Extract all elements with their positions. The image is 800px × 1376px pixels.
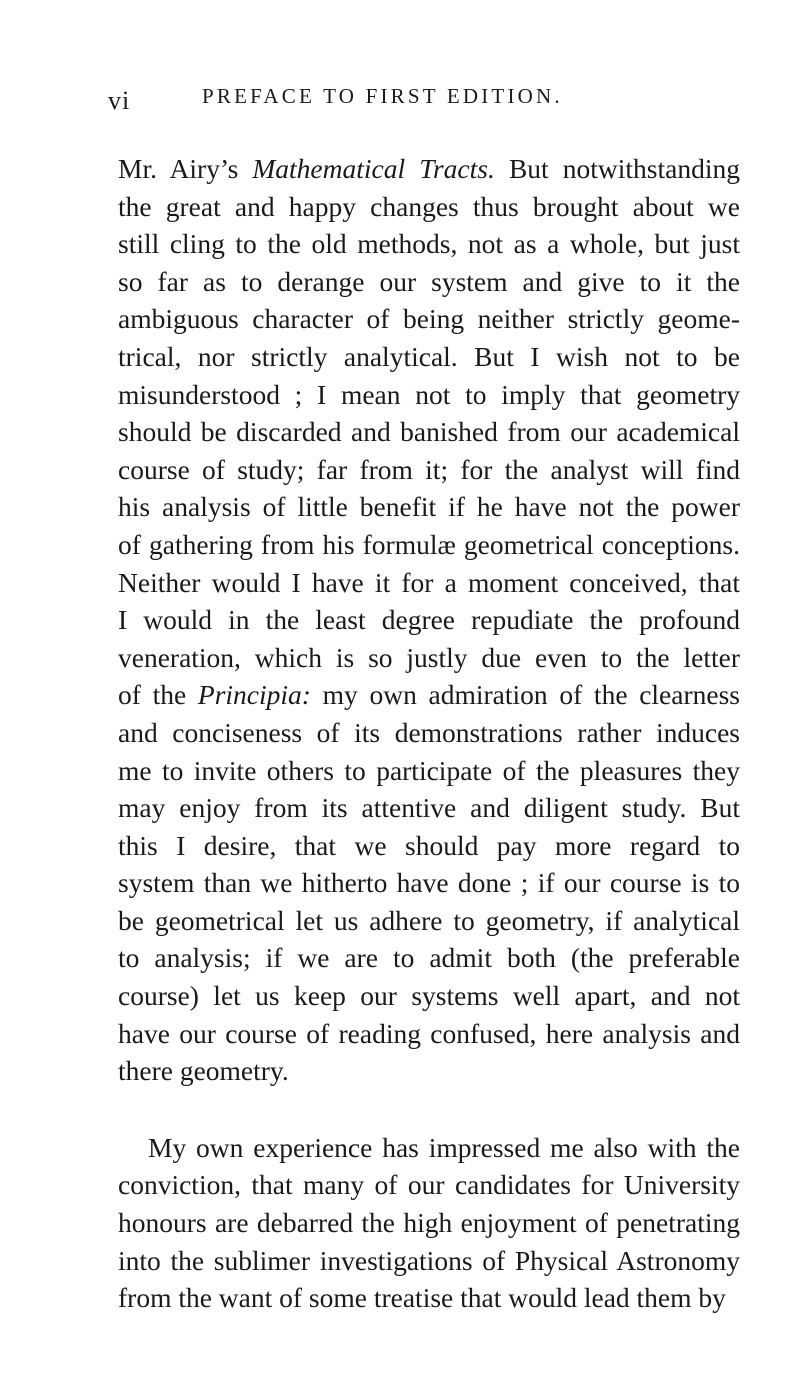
text-run: course of study; far from it; for the analyst will find xyxy=(118,453,740,485)
text-run: may enjoy from its attentive and diligent study. But xyxy=(118,792,740,824)
italic-title: Principia: xyxy=(197,679,311,711)
text-line xyxy=(118,601,740,639)
text-line xyxy=(118,338,740,376)
paragraph-gap xyxy=(118,1090,740,1129)
text-line xyxy=(118,451,740,489)
body-text xyxy=(118,150,740,1317)
text-run: be geometrical let us adhere to geometry, if analytical xyxy=(118,904,740,936)
page-number: vi xyxy=(108,86,131,115)
text-run: my own admiration of the clearness xyxy=(310,679,740,711)
text-line xyxy=(118,1204,740,1242)
text-run: I would in the least degree repudiate the profound xyxy=(118,604,740,636)
text-run: veneration, which is so justly due even to the letter xyxy=(118,641,740,673)
text-line xyxy=(118,752,740,790)
text-line xyxy=(118,1015,740,1053)
text-run: still cling to the old methods, not as a whole, but just xyxy=(118,228,740,260)
text-line xyxy=(118,827,740,865)
text-line xyxy=(118,526,740,564)
text-line xyxy=(118,488,740,526)
paragraph xyxy=(118,1129,740,1317)
text-run: conviction, that many of our candidates for University xyxy=(118,1169,740,1201)
text-line xyxy=(118,714,740,752)
text-run: course) let us keep our systems well apart, and not xyxy=(118,980,740,1012)
text-run: this I desire, that we should pay more regard to xyxy=(118,829,740,861)
text-run: so far as to derange our system and give to it the xyxy=(118,265,740,297)
paragraph xyxy=(118,150,740,1090)
text-line xyxy=(118,1129,740,1167)
text-run: honours are debarred the high enjoyment of penetrating xyxy=(118,1207,740,1239)
text-run: of gathering from his formulæ geometrical conceptions. xyxy=(118,528,740,560)
text-run: into the sublimer investigations of Physical Astronomy xyxy=(118,1244,740,1276)
text-run: Mr. Airy’s xyxy=(118,153,253,184)
text-line xyxy=(118,376,740,414)
text-line xyxy=(118,413,740,451)
text-line xyxy=(118,225,740,263)
text-line xyxy=(118,639,740,677)
text-run: to analysis; if we are to admit both (the preferable xyxy=(118,942,740,974)
text-line xyxy=(118,300,740,338)
running-head-title: PREFACE TO FIRST EDITION. xyxy=(202,84,563,108)
text-line xyxy=(118,902,740,940)
text-run: there geometry. xyxy=(118,1055,289,1087)
text-line xyxy=(118,1242,740,1280)
text-run: and conciseness of its demonstrations rather induces xyxy=(118,716,740,748)
text-run: should be discarded and banished from our academical xyxy=(118,416,740,448)
text-run: from the want of some treatise that would lead them by xyxy=(118,1282,726,1314)
text-run: ambiguous character of being neither strictly geome- xyxy=(118,303,740,335)
text-run: misunderstood ; I mean not to imply that geometry xyxy=(118,378,740,410)
text-line xyxy=(118,1166,740,1204)
text-run: the great and happy changes thus brought about we xyxy=(118,190,740,222)
text-line xyxy=(118,864,740,902)
text-line xyxy=(118,977,740,1015)
running-head xyxy=(90,78,740,118)
text-line xyxy=(118,676,740,714)
text-run: me to invite others to participate of the pleasures they xyxy=(118,754,740,786)
text-line xyxy=(118,188,740,226)
text-run: trical, nor strictly analytical. But I wish not to be xyxy=(118,340,740,372)
text-line xyxy=(118,1279,740,1317)
text-run: Neither would I have it for a moment conceived, that xyxy=(118,566,740,598)
text-run: have our course of reading confused, here analysis and xyxy=(118,1017,740,1049)
text-run: My own experience has impressed me also with the xyxy=(148,1131,740,1163)
italic-title: Mathematical Tracts. xyxy=(252,153,495,184)
text-line xyxy=(118,150,740,188)
text-run: of the xyxy=(118,679,198,711)
text-run: system than we hitherto have done ; if our course is to xyxy=(118,867,740,899)
text-line xyxy=(118,1052,740,1090)
text-line xyxy=(118,789,740,827)
text-run: his analysis of little benefit if he have not the power xyxy=(118,491,740,523)
text-run: But notwithstanding xyxy=(494,153,740,184)
text-line xyxy=(118,564,740,602)
text-line xyxy=(118,263,740,301)
text-line xyxy=(118,939,740,977)
